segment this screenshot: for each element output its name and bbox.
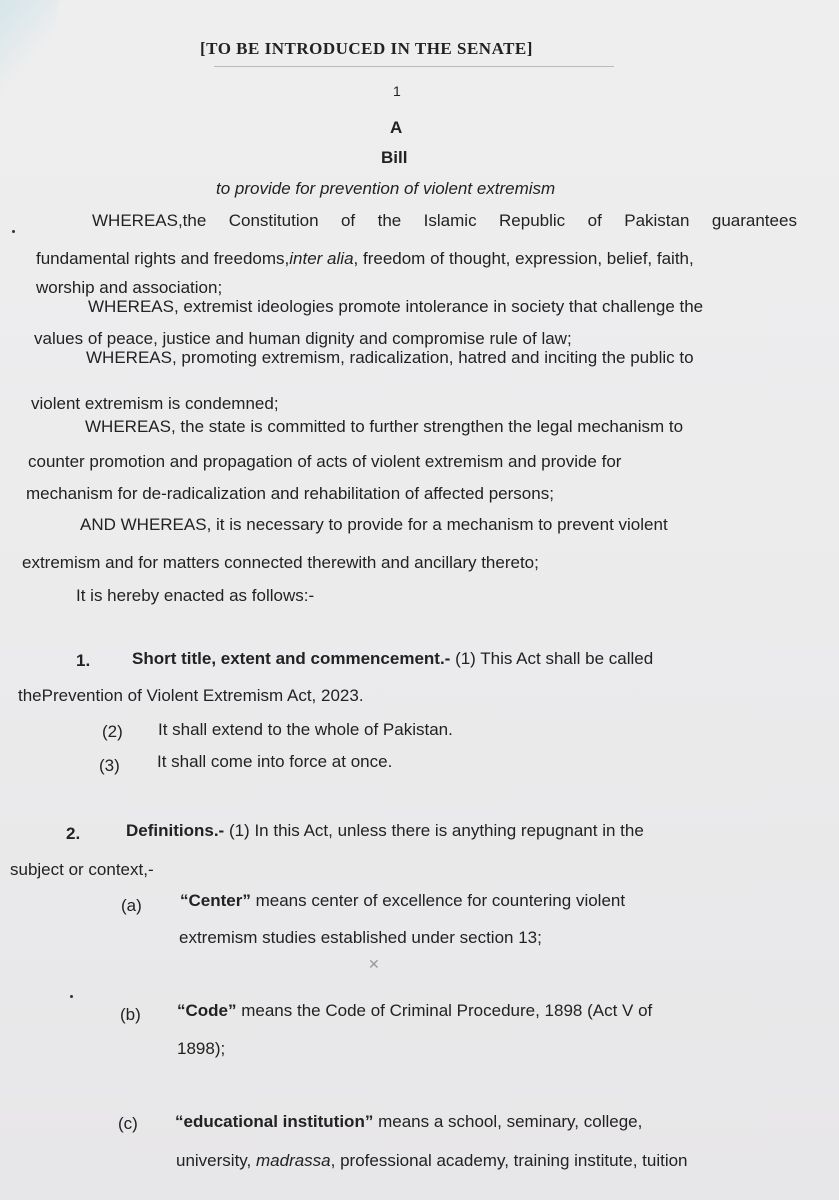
def-a-line2: extremism studies established under section 13; — [179, 928, 542, 947]
preamble-p3-line2: violent extremism is condemned; — [31, 394, 279, 413]
preamble-p2-line1: WHEREAS, extremist ideologies promote intolerance in society that challenge the — [88, 297, 704, 316]
def-c-line1: “educational institution” means a school, seminary, college, — [175, 1112, 643, 1131]
def-b-line2: 1898); — [177, 1039, 226, 1058]
page-number: 1 — [393, 83, 401, 99]
section2-line2: subject or context,- — [10, 860, 154, 879]
section1-heading: Short title, extent and commencement.- — [132, 649, 451, 668]
def-c-line2: university, madrassa, professional academy, training institute, tuition — [176, 1151, 688, 1170]
preamble-p4-line1: WHEREAS, the state is committed to further strengthen the legal mechanism to — [85, 417, 684, 436]
pen-mark: ✕ — [368, 956, 380, 972]
def-b-number: (b) — [120, 1005, 141, 1024]
title-bill: Bill — [381, 148, 408, 167]
preamble-p5-line1: AND WHEREAS, it is necessary to provide for a mechanism to prevent violent — [80, 515, 668, 534]
section1-sub2-number: (2) — [102, 722, 123, 741]
section2-number: 2. — [66, 824, 81, 843]
section1-line1: Short title, extent and commencement.- (1) This Act shall be called — [132, 649, 654, 668]
def-c-number: (c) — [118, 1114, 138, 1133]
section1-sub2-text: It shall extend to the whole of Pakistan. — [158, 720, 453, 739]
def-a-number: (a) — [121, 896, 142, 915]
preamble-p2-line2: values of peace, justice and human dignity and compromise rule of law; — [34, 329, 572, 348]
title-a: A — [390, 118, 403, 137]
section1-number: 1. — [76, 651, 91, 670]
preamble-p4-line2: counter promotion and propagation of acts of violent extremism and provide for — [28, 452, 622, 471]
section1-sub3-number: (3) — [99, 756, 120, 775]
section2-line1: Definitions.- (1) In this Act, unless there is anything repugnant in the — [126, 821, 644, 840]
document-header: [TO BE INTRODUCED IN THE SENATE] — [200, 39, 533, 58]
header-rule — [214, 66, 614, 67]
section2-heading: Definitions.- — [126, 821, 225, 840]
bill-subtitle: to provide for prevention of violent extremism — [216, 179, 556, 198]
def-a-term: “Center” — [180, 891, 251, 910]
preamble-p3-line1: WHEREAS, promoting extremism, radicalization, hatred and inciting the public to — [86, 348, 694, 367]
stray-dot — [12, 230, 15, 233]
page-fold-shadow — [0, 0, 61, 108]
def-a-line1: “Center” means center of excellence for countering violent — [180, 891, 626, 910]
enacting-clause: It is hereby enacted as follows:- — [76, 586, 315, 605]
def-b-term: “Code” — [177, 1001, 237, 1020]
section1-sub3-text: It shall come into force at once. — [157, 752, 393, 771]
section1-line2: thePrevention of Violent Extremism Act, 2023. — [18, 686, 364, 705]
preamble-p4-line3: mechanism for de-radicalization and rehabilitation of affected persons; — [26, 484, 554, 503]
preamble-p1-line1: WHEREAS,the Constitution of the Islamic Republic of Pakistan guarantees — [92, 211, 797, 230]
preamble-p1-line2: fundamental rights and freedoms,inter alia, freedom of thought, expression, belief, faith, — [36, 249, 694, 268]
stray-dot-2 — [70, 995, 73, 998]
preamble-p1-line3: worship and association; — [36, 278, 223, 297]
def-b-line1: “Code” means the Code of Criminal Procedure, 1898 (Act V of — [177, 1001, 653, 1020]
def-c-term: “educational institution” — [175, 1112, 374, 1131]
preamble-p5-line2: extremism and for matters connected therewith and ancillary thereto; — [22, 553, 539, 572]
